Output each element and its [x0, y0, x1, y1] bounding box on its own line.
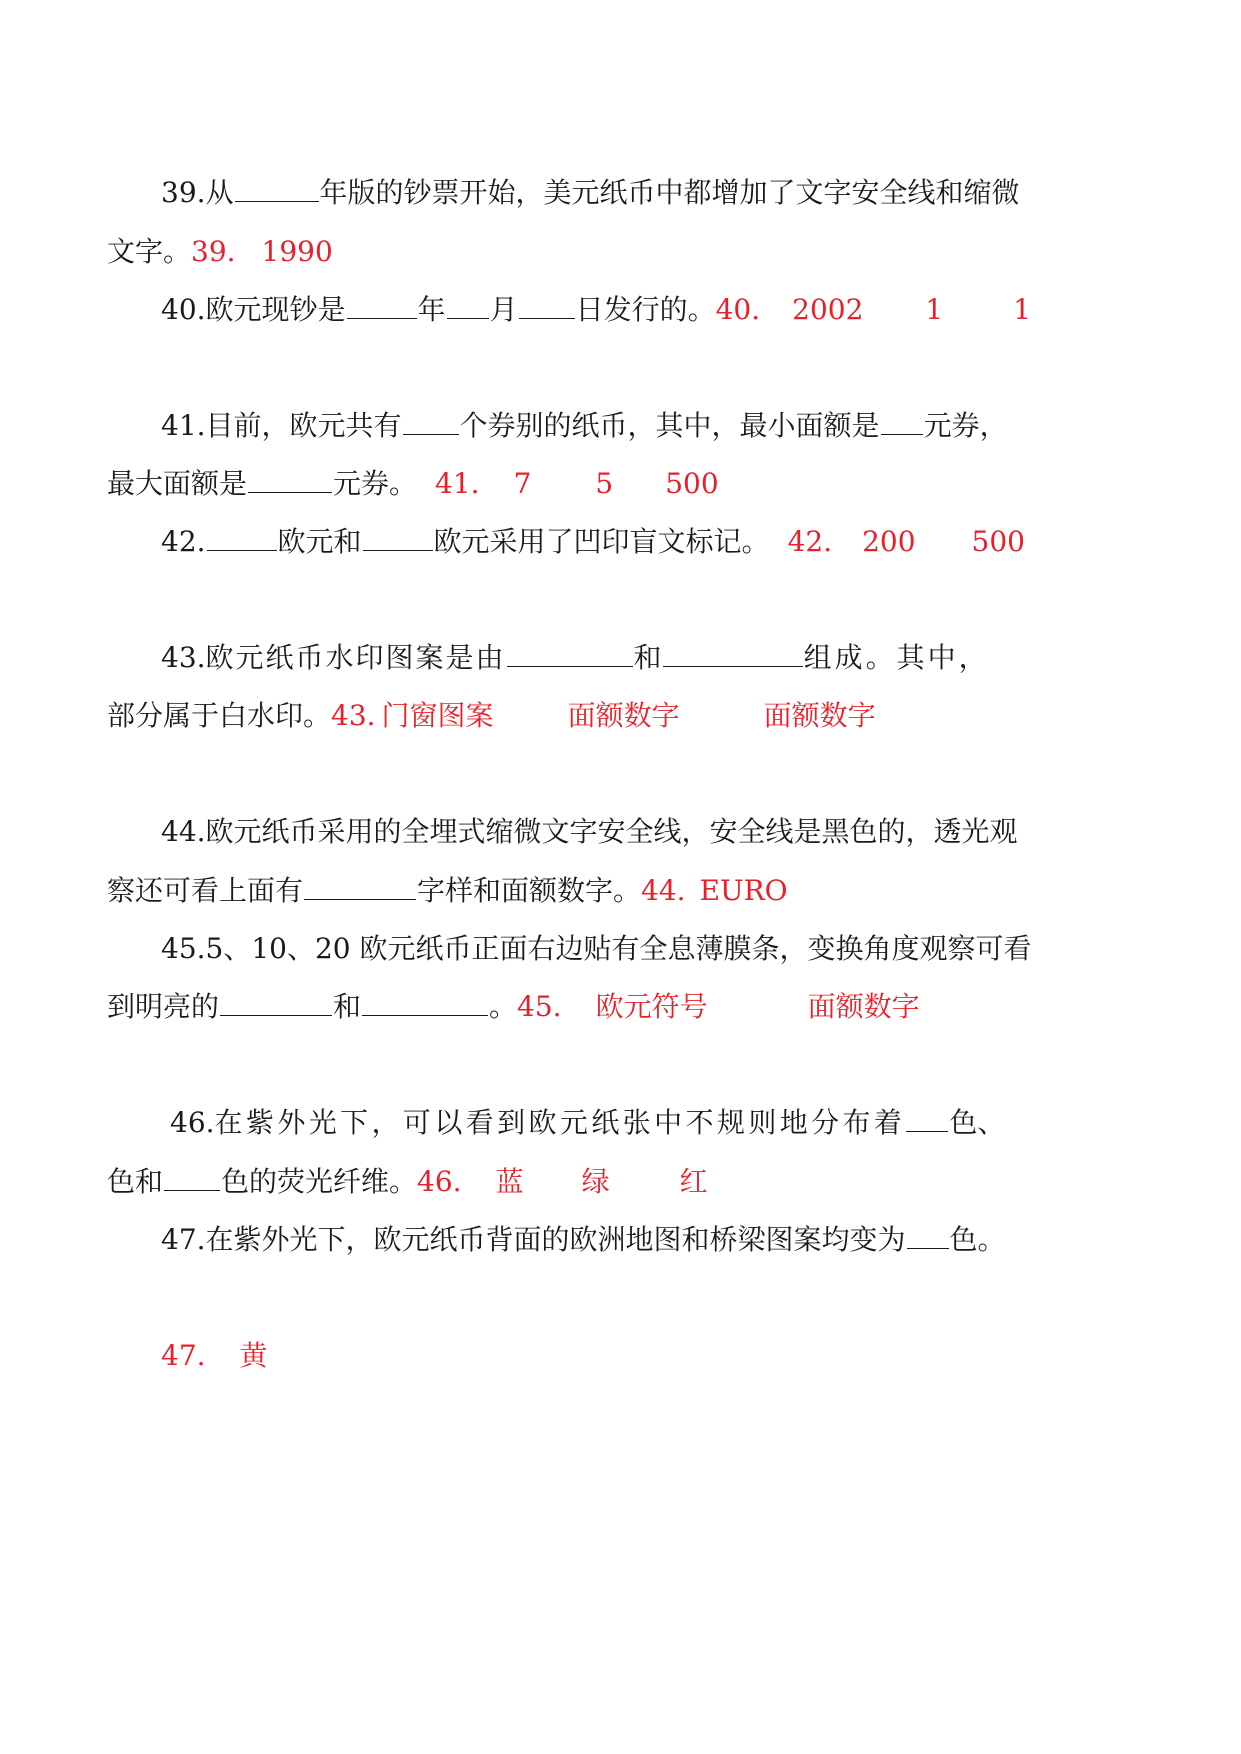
- answer-number: 43.: [331, 699, 376, 732]
- question-number: 44.: [161, 815, 206, 848]
- question-number: 45.: [161, 932, 206, 965]
- answer-blank: [235, 175, 319, 202]
- question-44-line-2: 察还可看上面有 字样和面额数字。44. EURO: [107, 874, 788, 907]
- answer-blank: [906, 1105, 948, 1132]
- question-47-line-1: 47.在紫外光下，欧元纸币背面的欧洲地图和桥梁图案均变为 色。: [161, 1223, 1006, 1256]
- answer-blank: [507, 640, 633, 667]
- answer-text: 红: [679, 1165, 708, 1198]
- question-40-line-1: 40.欧元现钞是 年 月 日发行的。40. 2002 1 1: [161, 293, 1032, 326]
- answer-text: 欧元符号: [595, 990, 708, 1023]
- answer-text: 面额数字: [763, 699, 876, 732]
- answer-number: 40.: [715, 293, 761, 326]
- answer-text: 面额数字: [807, 990, 920, 1023]
- question-43-line-2: 部分属于白水印。43. 门窗图案 面额数字 面额数字: [107, 699, 876, 732]
- question-41-line-1: 41.目前，欧元共有 个券别的纸币，其中，最小面额是 元券，: [161, 409, 1008, 442]
- answer-blank: [220, 989, 332, 1016]
- answer-blank: [363, 524, 433, 551]
- answer-text: 1: [1013, 293, 1032, 326]
- answer-number: 39.: [191, 235, 236, 268]
- answer-number: 47.: [161, 1339, 206, 1372]
- answer-blank: [304, 873, 416, 900]
- answer-blank: [362, 989, 488, 1016]
- answer-text: 面额数字: [567, 699, 680, 732]
- answer-blank: [447, 292, 489, 319]
- answer-text: 蓝: [495, 1165, 524, 1198]
- answer-text: 7: [513, 467, 532, 500]
- answer-text: 200: [862, 525, 916, 558]
- question-46-line-2: 色和 色的荧光纤维。46. 蓝 绿 红: [107, 1165, 708, 1198]
- answer-text: 5: [595, 467, 614, 500]
- answer-number: 41.: [435, 467, 480, 500]
- answer-text: 1: [925, 293, 944, 326]
- answer-number: 46.: [417, 1165, 462, 1198]
- question-45-line-1: 45.5、10、20 欧元纸币正面右边贴有全息薄膜条，变换角度观察可看: [161, 932, 1032, 965]
- answer-text: EURO: [699, 874, 788, 907]
- answer-text: 门窗图案: [381, 699, 494, 732]
- answer-text: 500: [665, 467, 719, 500]
- answer-blank: [403, 408, 459, 435]
- question-41-line-2: 最大面额是 元券。 41. 7 5 500: [107, 467, 719, 500]
- question-47-answer: [161, 1336, 268, 1376]
- question-number: 40.: [161, 293, 206, 326]
- answer-text: 1990: [261, 235, 333, 268]
- answer-text: 绿: [581, 1165, 610, 1198]
- answer-blank: [881, 408, 923, 435]
- answer-blank: [347, 292, 417, 319]
- answer-text: 2002: [792, 293, 864, 326]
- question-46-line-1: 46.在紫外光下，可以看到欧元纸张中不规则地分布着 色、: [170, 1106, 1006, 1139]
- answer-text: 500: [971, 525, 1025, 558]
- answer-text: 黄: [239, 1339, 268, 1372]
- answer-blank: [207, 524, 277, 551]
- answer-number: 44.: [641, 874, 686, 907]
- answer-blank: [248, 466, 332, 493]
- question-39-line-2: 文字。39. 1990: [107, 235, 333, 268]
- question-45-line-2: 到明亮的 和 。45. 欧元符号 面额数字: [107, 990, 920, 1023]
- question-39-line-1: 39.从 年版的钞票开始，美元纸币中都增加了文字安全线和缩微: [161, 176, 1020, 209]
- answer-blank: [519, 292, 575, 319]
- question-number: 39.: [161, 176, 206, 209]
- answer-blank: [907, 1222, 949, 1249]
- question-42-line-1: 42. 欧元和 欧元采用了凹印盲文标记。 42. 200 500: [161, 525, 1025, 558]
- answer-blank: [164, 1164, 220, 1191]
- question-number: 42.: [161, 525, 206, 558]
- answer-number: 42.: [787, 525, 833, 558]
- question-44-line-1: 44.欧元纸币采用的全埋式缩微文字安全线，安全线是黑色的，透光观: [161, 815, 1018, 848]
- answer-number: 45.: [517, 990, 562, 1023]
- question-43-line-1: 43.欧元纸币水印图案是由 和 组成。其中，: [161, 641, 990, 674]
- question-number: 41.: [161, 409, 206, 442]
- question-number: 47.: [161, 1223, 206, 1256]
- question-number: 46.: [170, 1106, 215, 1139]
- answer-blank: [663, 640, 803, 667]
- question-number: 43.: [161, 641, 206, 674]
